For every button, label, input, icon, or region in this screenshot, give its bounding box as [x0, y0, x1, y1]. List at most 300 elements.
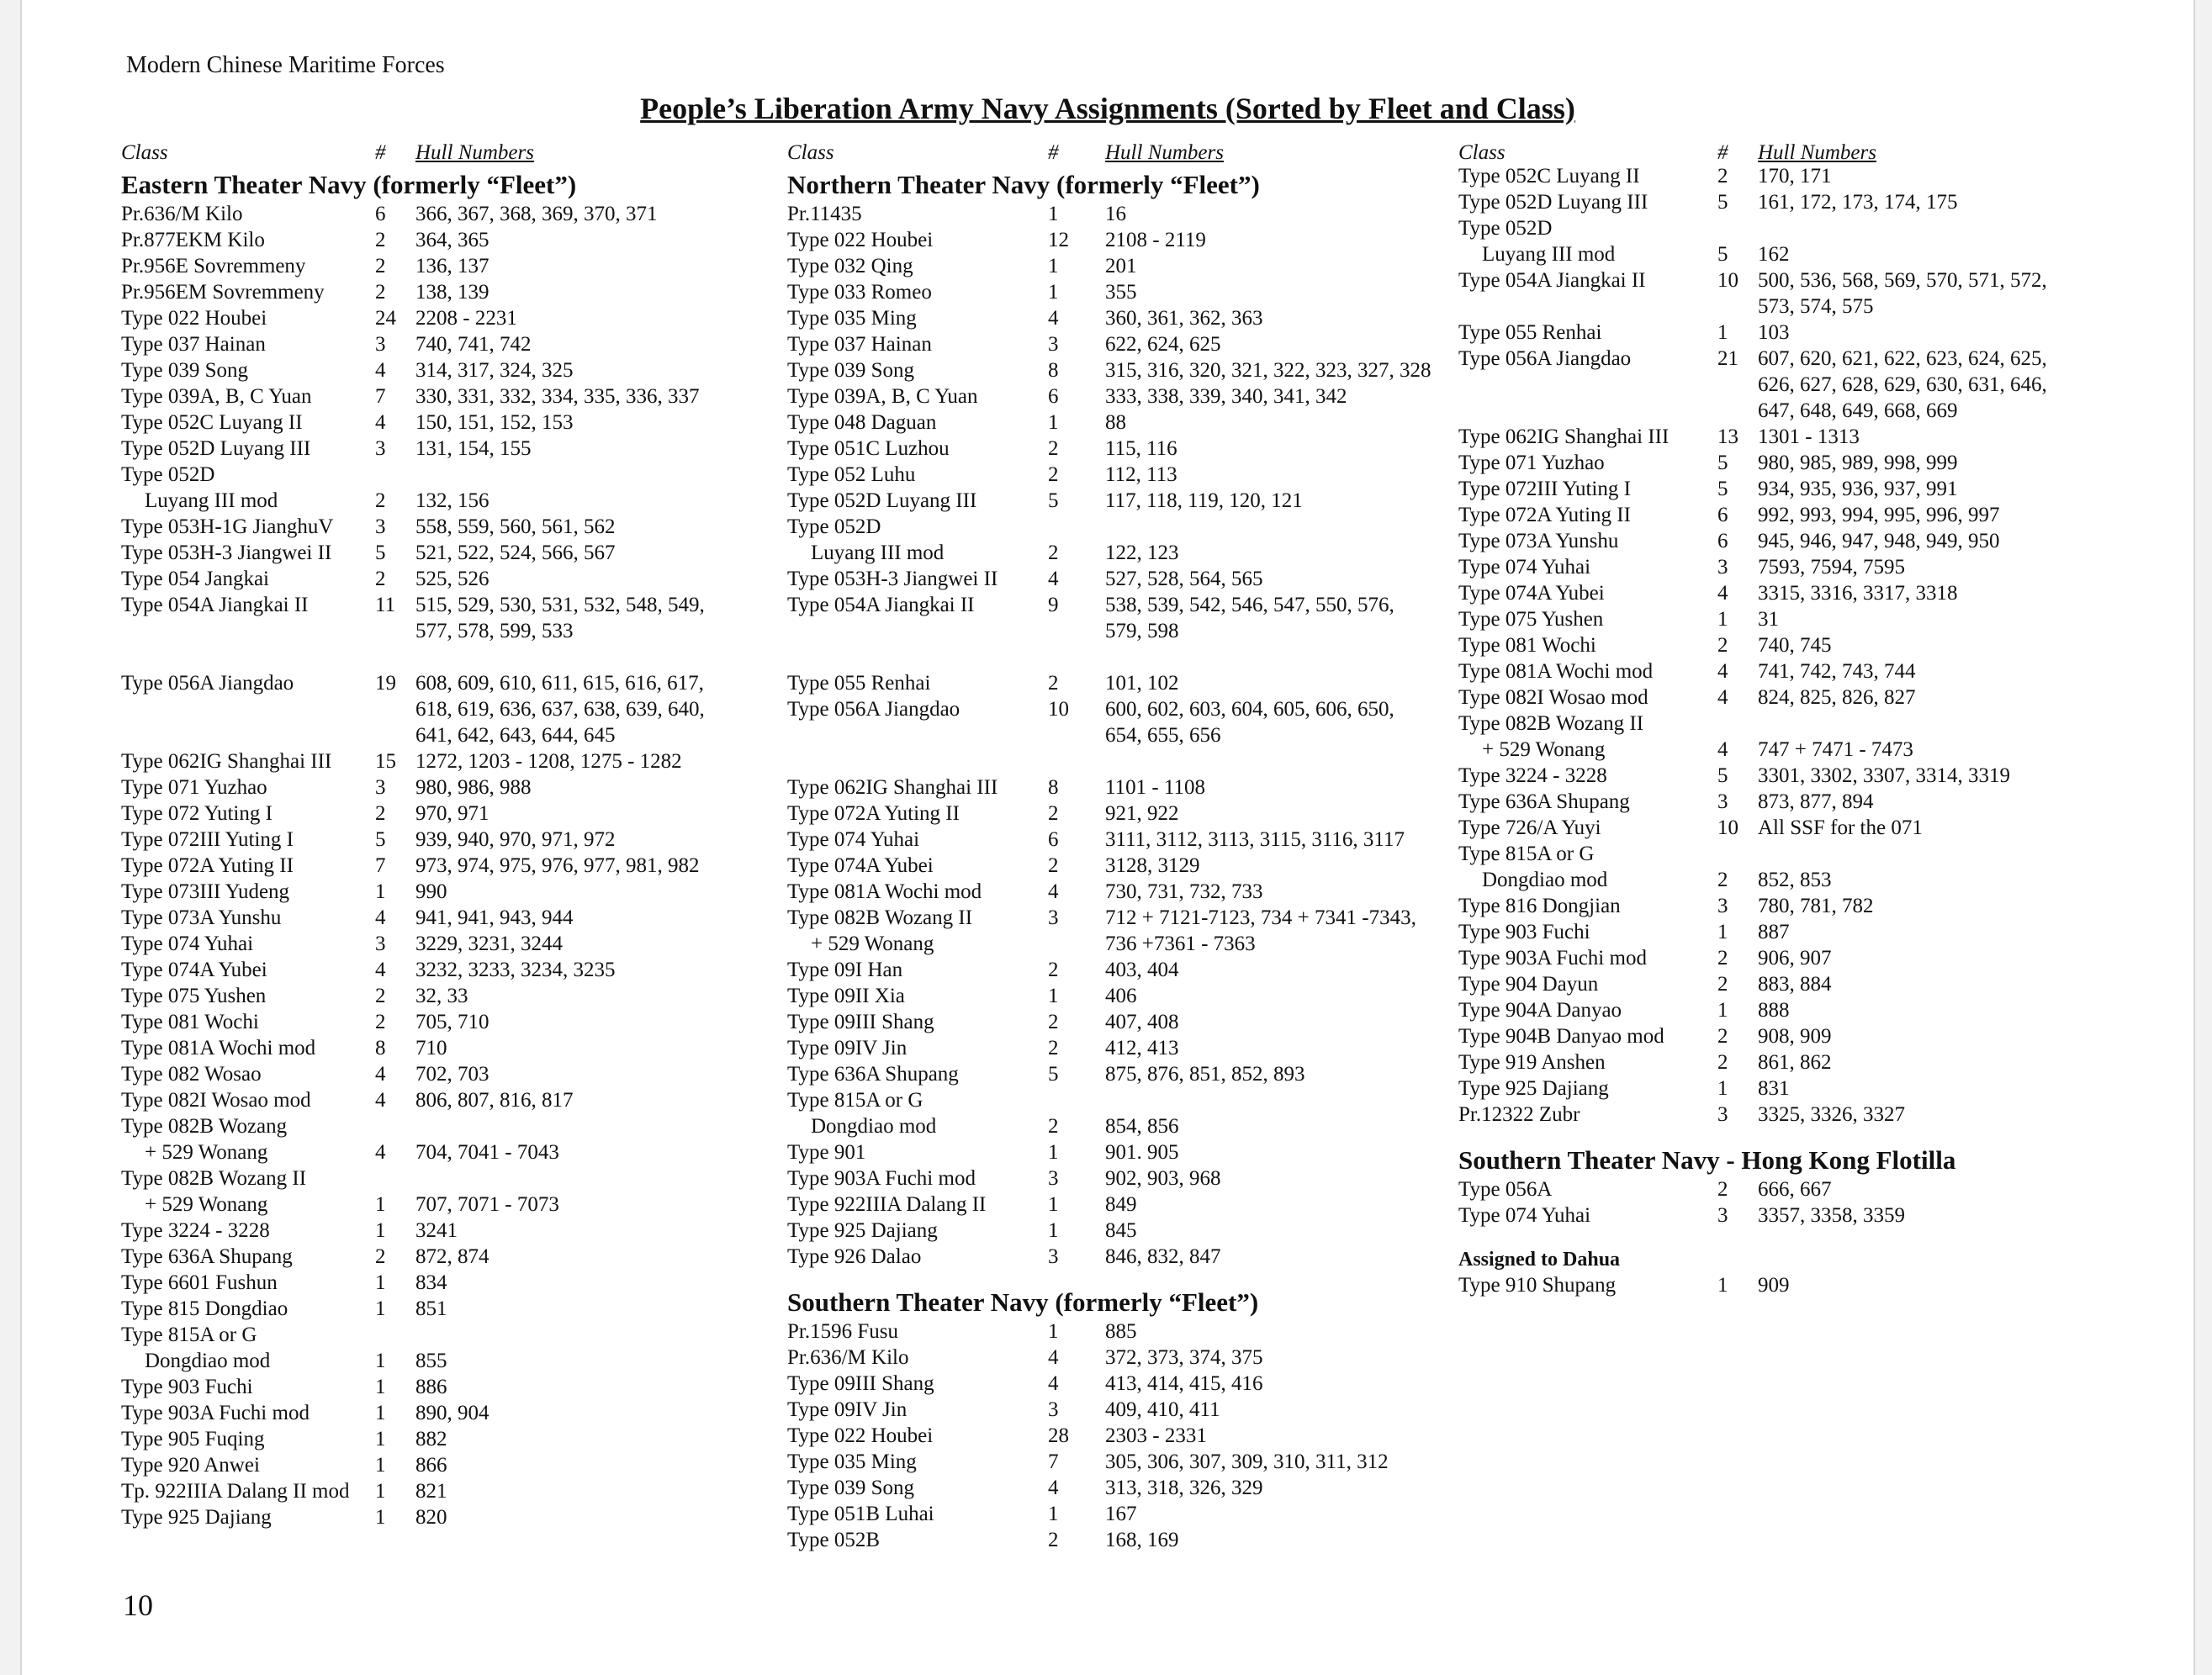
page-number: 10 [123, 1588, 153, 1622]
ship-class: Type 052D [787, 515, 881, 538]
ship-class: Type 09IV Jin [787, 1398, 908, 1421]
table-row [787, 357, 1443, 383]
table-row [787, 801, 1443, 827]
hull-numbers: 364, 365 [415, 229, 489, 251]
ship-class: Type 904B Danyao mod [1458, 1025, 1664, 1048]
ship-class: Type 922IIIA Dalang II [787, 1193, 987, 1216]
table-row [121, 1009, 760, 1035]
table-row [1458, 971, 2114, 997]
table-row [787, 1501, 1443, 1527]
table-row [121, 931, 760, 957]
ship-count: 1 [1717, 1077, 1728, 1100]
hull-numbers: 747 + 7471 - 7473 [1758, 738, 1913, 761]
table-row [1458, 997, 2114, 1023]
table-row [121, 1035, 760, 1061]
ship-class: Type 901 [787, 1141, 866, 1164]
table-row [787, 1397, 1443, 1423]
ship-class: Type 082B Wozang II [121, 1167, 307, 1190]
hull-numbers: 834 [415, 1271, 447, 1294]
table-row [787, 827, 1443, 853]
ship-class: Pr.956E Sovremmeny [121, 255, 306, 277]
hull-numbers: 849 [1105, 1193, 1137, 1216]
ship-count: 1 [1048, 411, 1059, 434]
ship-class: Type 073III Yudeng [121, 880, 290, 903]
ship-count: 5 [1717, 243, 1728, 266]
hull-numbers: 117, 118, 119, 120, 121 [1105, 489, 1303, 512]
hull-numbers [415, 462, 760, 488]
hull-numbers: 921, 922 [1105, 802, 1179, 825]
ship-count: 1 [1048, 281, 1059, 304]
ship-count: 11 [375, 594, 396, 616]
ship-count: 3 [1048, 1167, 1059, 1190]
table-row [121, 1113, 760, 1139]
table-row [1458, 1102, 2114, 1128]
table-row [1458, 163, 2114, 189]
table-row [1458, 502, 2114, 528]
ship-count: 4 [1717, 582, 1728, 605]
hull-numbers: 820 [415, 1506, 447, 1529]
table-row [787, 1318, 1443, 1345]
ship-class: Type 071 Yuzhao [1458, 452, 1605, 474]
column-header [787, 141, 1443, 167]
hull-numbers: 990 [415, 880, 447, 903]
hull-numbers: 846, 832, 847 [1105, 1245, 1221, 1268]
ship-class: Type 903A Fuchi mod [121, 1402, 310, 1424]
ship-class: Type 056A Jiangdao [121, 672, 294, 695]
table-row [787, 1192, 1443, 1218]
hull-numbers: 1272, 1203 - 1208, 1275 - 1282 [415, 750, 682, 773]
ship-count: 13 [1717, 425, 1738, 448]
ship-class: Pr.956EM Sovremmeny [121, 281, 325, 304]
ship-count: 6 [1048, 828, 1059, 851]
table-row [1458, 267, 2114, 320]
table-row [1458, 919, 2114, 945]
ship-count: 4 [1048, 880, 1059, 903]
column-body [787, 169, 1443, 1553]
table-row [1458, 684, 2114, 711]
ship-count: 2 [375, 229, 386, 251]
table-row [1458, 320, 2114, 346]
ship-count: 2 [375, 489, 386, 512]
ship-count: 2 [1048, 1115, 1059, 1138]
ship-class: Type 903 Fuchi [1458, 921, 1590, 943]
ship-class: Type 053H-3 Jiangwei II [121, 542, 332, 564]
table-row [1458, 711, 2114, 737]
hull-numbers: 934, 935, 936, 937, 991 [1758, 478, 1958, 500]
ship-count: 19 [375, 672, 396, 695]
ship-class: Pr.1596 Fusu [787, 1320, 898, 1343]
column-body [121, 169, 760, 1530]
table-row [787, 1449, 1443, 1475]
ship-class: Type 052D [121, 463, 215, 486]
table-row [121, 1374, 760, 1400]
hull-numbers: 902, 903, 968 [1105, 1167, 1221, 1190]
hull-numbers: 122, 123 [1105, 542, 1179, 564]
hull-numbers: 305, 306, 307, 309, 310, 311, 312 [1105, 1450, 1389, 1473]
hull-numbers: 941, 941, 943, 944 [415, 906, 574, 929]
table-row [121, 827, 760, 853]
ship-count: 4 [1717, 686, 1728, 709]
hull-numbers: 705, 710 [415, 1011, 489, 1033]
hull-numbers: 32, 33 [415, 985, 468, 1007]
table-row [121, 1165, 760, 1192]
ship-count: 1 [375, 1193, 386, 1216]
table-row [121, 1400, 760, 1426]
table-row [121, 488, 760, 514]
hull-numbers: 3111, 3112, 3113, 3115, 3116, 3117 [1105, 828, 1405, 851]
table-row [787, 879, 1443, 905]
ship-class: Type 09III Shang [787, 1372, 934, 1395]
hull-numbers: 939, 940, 970, 971, 972 [415, 828, 616, 851]
hull-numbers: 806, 807, 816, 817 [415, 1089, 574, 1112]
ship-class: Type 6601 Fushun [121, 1271, 278, 1294]
ship-class: Type 053H-3 Jiangwei II [787, 568, 998, 590]
hull-numbers: 7593, 7594, 7595 [1758, 556, 1905, 579]
fleet-heading: Southern Theater Navy (formerly “Fleet”) [787, 1287, 1259, 1317]
ship-class: Type 056A Jiangdao [787, 698, 960, 721]
table-row [121, 1270, 760, 1296]
ship-count: 1 [1717, 321, 1728, 344]
ship-count: 6 [375, 203, 386, 225]
ship-count: 1 [1048, 985, 1059, 1007]
ship-class: Pr.12322 Zubr [1458, 1103, 1580, 1126]
ship-class: Type 062IG Shanghai III [1458, 425, 1670, 448]
ship-class: Type 3224 - 3228 [121, 1219, 270, 1242]
ship-class: Type 3224 - 3228 [1458, 764, 1607, 787]
ship-count: 3 [375, 437, 386, 460]
ship-class: Type 052D Luyang III [787, 489, 977, 512]
hull-numbers: 872, 874 [415, 1245, 489, 1268]
ship-class: Type 726/A Yuyi [1458, 816, 1601, 839]
table-row [121, 748, 760, 774]
hull-numbers: 3315, 3316, 3317, 3318 [1758, 582, 1958, 605]
ship-class: Luyang III mod [1482, 243, 1616, 266]
table-row [121, 1087, 760, 1113]
hull-numbers: 887 [1758, 921, 1790, 943]
table-row [121, 774, 760, 801]
hull-numbers: 201 [1105, 255, 1137, 277]
ship-class: Type 072A Yuting II [121, 854, 294, 877]
table-row [787, 462, 1443, 488]
ship-class: Type 048 Daguan [787, 411, 937, 434]
hull-numbers: 607, 620, 621, 622, 623, 624, 625, 626, 627, 628, 629, 630, 631, 646, 647, 648, 649, 668, 669 [1758, 347, 2047, 422]
hull-numbers [1758, 841, 2111, 867]
table-row [787, 227, 1443, 253]
hull-numbers: 167 [1105, 1503, 1137, 1525]
ship-count: 1 [1048, 1503, 1059, 1525]
ship-class: Type 636A Shupang [787, 1063, 959, 1086]
table-row [1458, 867, 2114, 893]
table-row [1458, 658, 2114, 684]
ship-count: 5 [375, 542, 386, 564]
ship-class: Type 052C Luyang II [121, 411, 303, 434]
ship-class: Type 074A Yubei [1458, 582, 1605, 605]
ship-count: 1 [375, 1297, 386, 1320]
ship-class: Type 051C Luzhou [787, 437, 950, 460]
ship-count: 1 [1048, 1219, 1059, 1242]
ship-class: Type 905 Fuqing [121, 1428, 265, 1450]
table-row [787, 436, 1443, 462]
table-row [121, 957, 760, 983]
ship-count: 8 [1048, 776, 1059, 799]
table-row [1458, 1202, 2114, 1229]
ship-count: 2 [375, 1011, 386, 1033]
ship-count: 1 [1048, 1193, 1059, 1216]
ship-count: 2 [1717, 947, 1728, 970]
ship-class: Type 925 Dajiang [787, 1219, 938, 1242]
ship-class: Type 636A Shupang [1458, 790, 1630, 813]
ship-class: Type 072III Yuting I [1458, 478, 1631, 500]
ship-class: Type 925 Dajiang [1458, 1077, 1609, 1100]
ship-count: 4 [375, 1089, 386, 1112]
ship-class: Type 904A Danyao [1458, 999, 1622, 1022]
hull-numbers: 845 [1105, 1219, 1137, 1242]
hull-numbers: 3229, 3231, 3244 [415, 933, 563, 955]
hull-numbers: 525, 526 [415, 568, 489, 590]
hull-numbers: 702, 703 [415, 1063, 489, 1086]
ship-count: 1 [375, 1428, 386, 1450]
hull-numbers: 112, 113 [1105, 463, 1177, 486]
hull-numbers: 168, 169 [1105, 1529, 1179, 1551]
table-row [787, 514, 1443, 540]
table-row [121, 1452, 760, 1478]
ship-class: Type 074 Yuhai [1458, 556, 1591, 579]
table-row [121, 670, 760, 748]
ship-class: Type 053H-1G JianghuV [121, 515, 334, 538]
ship-class: Type 075 Yushen [1458, 608, 1604, 631]
table-row [787, 983, 1443, 1009]
ship-class: Type 055 Renhai [1458, 321, 1602, 344]
ship-class: Type 081 Wochi [121, 1011, 259, 1033]
hull-numbers: 740, 745 [1758, 634, 1832, 657]
ship-class: Type 052B [787, 1529, 881, 1551]
hull-numbers: 740, 741, 742 [415, 333, 532, 356]
hull-numbers: 538, 539, 542, 546, 547, 550, 576, 579, 598 [1105, 594, 1394, 642]
table-row [121, 1348, 760, 1374]
table-row [787, 696, 1443, 748]
ship-count: 3 [1717, 1103, 1728, 1126]
ship-count: 5 [1717, 478, 1728, 500]
ship-count: 3 [1717, 1204, 1728, 1227]
hull-numbers: 115, 116 [1105, 437, 1177, 460]
hull-numbers [415, 1165, 760, 1192]
hull-numbers: 980, 985, 989, 998, 999 [1758, 452, 1958, 474]
hull-numbers: 366, 367, 368, 369, 370, 371 [415, 203, 658, 225]
ship-class: Type 815 Dongdiao [121, 1297, 288, 1320]
column-3 [1458, 141, 2114, 1298]
hull-numbers: 409, 410, 411 [1105, 1398, 1220, 1421]
ship-count: 6 [1717, 504, 1728, 526]
ship-count: 3 [375, 776, 386, 799]
hull-numbers: 854, 856 [1105, 1115, 1179, 1138]
hull-numbers: 824, 825, 826, 827 [1758, 686, 1916, 709]
hull-numbers: 730, 731, 732, 733 [1105, 880, 1263, 903]
hull-numbers: 741, 742, 743, 744 [1758, 660, 1916, 683]
ship-class: Type 075 Yushen [121, 985, 267, 1007]
ship-count: 2 [1717, 1178, 1728, 1201]
table-row [787, 331, 1443, 357]
hull-numbers: 407, 408 [1105, 1011, 1179, 1033]
header-hulls: Hull Numbers [1758, 141, 1876, 164]
hull-numbers: 131, 154, 155 [415, 437, 532, 460]
ship-class: Type 09II Xia [787, 985, 905, 1007]
blank-line [787, 1270, 1443, 1285]
ship-class: Type 815A or G [121, 1324, 257, 1346]
document-title: People’s Liberation Army Navy Assignments (Sorted by Fleet and Class) [640, 92, 1575, 125]
hull-numbers: 945, 946, 947, 948, 949, 950 [1758, 530, 2000, 552]
ship-class: + 529 Wonang [145, 1141, 268, 1164]
ship-class: Dongdiao mod [145, 1350, 271, 1372]
table-row [121, 357, 760, 383]
ship-count: 4 [1048, 307, 1059, 330]
ship-count: 6 [1048, 385, 1059, 408]
table-row [121, 383, 760, 410]
ship-count: 28 [1048, 1424, 1069, 1447]
ship-count: 2 [1048, 437, 1059, 460]
table-row [1458, 215, 2114, 241]
ship-count: 1 [1048, 203, 1059, 225]
blank-line [121, 644, 760, 670]
table-row [1458, 1023, 2114, 1049]
ship-class: Pr.636/M Kilo [787, 1346, 909, 1369]
table-row [787, 931, 1443, 957]
table-row [787, 1035, 1443, 1061]
table-row [121, 1296, 760, 1322]
ship-count: 2 [1717, 1051, 1728, 1074]
hull-numbers: 150, 151, 152, 153 [415, 411, 574, 434]
ship-count: 5 [1048, 1063, 1059, 1086]
ship-class: Type 074 Yuhai [121, 933, 254, 955]
ship-class: + 529 Wonang [145, 1193, 268, 1216]
hull-numbers: 101, 102 [1105, 672, 1179, 695]
ship-count: 2 [1717, 869, 1728, 891]
ship-class: Type 056A [1458, 1178, 1553, 1201]
hull-numbers: 16 [1105, 203, 1126, 225]
hull-numbers: 2208 - 2231 [415, 307, 517, 330]
ship-class: Tp. 922IIIA Dalang II mod [121, 1480, 350, 1503]
header-class: Class [787, 141, 834, 164]
ship-count: 2 [1048, 1037, 1059, 1059]
hull-numbers: 162 [1758, 243, 1790, 266]
ship-count: 7 [375, 385, 386, 408]
hull-numbers: 852, 853 [1758, 869, 1832, 891]
ship-class: Type 073A Yunshu [1458, 530, 1619, 552]
ship-count: 3 [1048, 906, 1059, 929]
blank-line [787, 644, 1443, 670]
table-row [121, 1504, 760, 1530]
ship-count: 10 [1048, 698, 1069, 721]
ship-class: Dongdiao mod [811, 1115, 937, 1138]
ship-class: Type 039A, B, C Yuan [787, 385, 978, 408]
table-row [121, 1426, 760, 1452]
hull-numbers: 138, 139 [415, 281, 489, 304]
ship-count: 3 [375, 515, 386, 538]
ship-count: 3 [1717, 895, 1728, 917]
ship-count: 2 [1717, 1025, 1728, 1048]
ship-count: 5 [1717, 191, 1728, 214]
ship-class: Type 072A Yuting II [787, 802, 960, 825]
ship-count: 1 [375, 1506, 386, 1529]
table-row [787, 253, 1443, 279]
hull-numbers: 333, 338, 339, 340, 341, 342 [1105, 385, 1347, 408]
table-row [787, 774, 1443, 801]
ship-count: 2 [375, 255, 386, 277]
table-row [1458, 815, 2114, 841]
table-row [787, 566, 1443, 592]
ship-class: Type 054A Jiangkai II [787, 594, 975, 616]
hull-numbers: 88 [1105, 411, 1126, 434]
ship-class: Type 09III Shang [787, 1011, 934, 1033]
table-row [787, 1244, 1443, 1270]
hull-numbers: 360, 361, 362, 363 [1105, 307, 1263, 330]
ship-count: 3 [1717, 790, 1728, 813]
table-row [787, 1165, 1443, 1192]
hull-numbers: 315, 316, 320, 321, 322, 323, 327, 328 [1105, 359, 1431, 382]
ship-class: Type 054A Jiangkai II [121, 594, 309, 616]
fleet-heading: Southern Theater Navy - Hong Kong Flotilla [1458, 1145, 1956, 1175]
table-row [121, 514, 760, 540]
ship-count: 1 [1717, 1274, 1728, 1297]
table-row [1458, 1049, 2114, 1075]
hull-numbers: 666, 667 [1758, 1178, 1832, 1201]
ship-count: 1 [1717, 608, 1728, 631]
ship-count: 4 [1717, 738, 1728, 761]
ship-count: 2 [375, 1245, 386, 1268]
hull-numbers: All SSF for the 071 [1758, 816, 1923, 839]
ship-class: Type 082B Wozang II [787, 906, 973, 929]
hull-numbers: 403, 404 [1105, 959, 1179, 981]
ship-class: Type 082I Wosao mod [1458, 686, 1648, 709]
ship-class: Type 056A Jiangdao [1458, 347, 1632, 370]
hull-numbers: 500, 536, 568, 569, 570, 571, 572, 573, 574, 575 [1758, 269, 2047, 318]
ship-class: Type 09I Han [787, 959, 903, 981]
ship-class: Dongdiao mod [1482, 869, 1608, 891]
hull-numbers: 600, 602, 603, 604, 605, 606, 650, 654, 655, 656 [1105, 698, 1394, 747]
ship-count: 15 [375, 750, 396, 773]
ship-class: Type 022 Houbei [787, 1424, 934, 1447]
subsection-heading: Assigned to Dahua [1458, 1249, 1621, 1271]
ship-class: Type 074 Yuhai [1458, 1204, 1591, 1227]
hull-numbers: 883, 884 [1758, 973, 1832, 996]
header-count: # [375, 141, 386, 164]
hull-numbers: 3232, 3233, 3234, 3235 [415, 959, 616, 981]
table-row [121, 331, 760, 357]
ship-count: 2 [1717, 973, 1728, 996]
table-row [1458, 580, 2114, 606]
table-row [121, 592, 760, 644]
table-row [1458, 945, 2114, 971]
hull-numbers: 873, 877, 894 [1758, 790, 1874, 813]
ship-class: Type 032 Qing [787, 255, 913, 277]
ship-count: 2 [1717, 165, 1728, 188]
ship-count: 2 [375, 985, 386, 1007]
ship-class: + 529 Wonang [811, 933, 934, 955]
ship-count: 3 [1048, 1398, 1059, 1421]
hull-numbers: 886 [415, 1376, 447, 1398]
ship-class: Type 052D Luyang III [121, 437, 311, 460]
table-row [787, 540, 1443, 566]
hull-numbers: 861, 862 [1758, 1051, 1832, 1074]
ship-class: Type 081A Wochi mod [121, 1037, 316, 1059]
ship-class: Type 055 Renhai [787, 672, 931, 695]
ship-count: 2 [1048, 959, 1059, 981]
ship-count: 24 [375, 307, 396, 330]
ship-class: Type 081 Wochi [1458, 634, 1596, 657]
ship-class: Type 636A Shupang [121, 1245, 293, 1268]
ship-class: Type 072III Yuting I [121, 828, 294, 851]
column-body [1458, 163, 2114, 1298]
table-row [787, 1113, 1443, 1139]
